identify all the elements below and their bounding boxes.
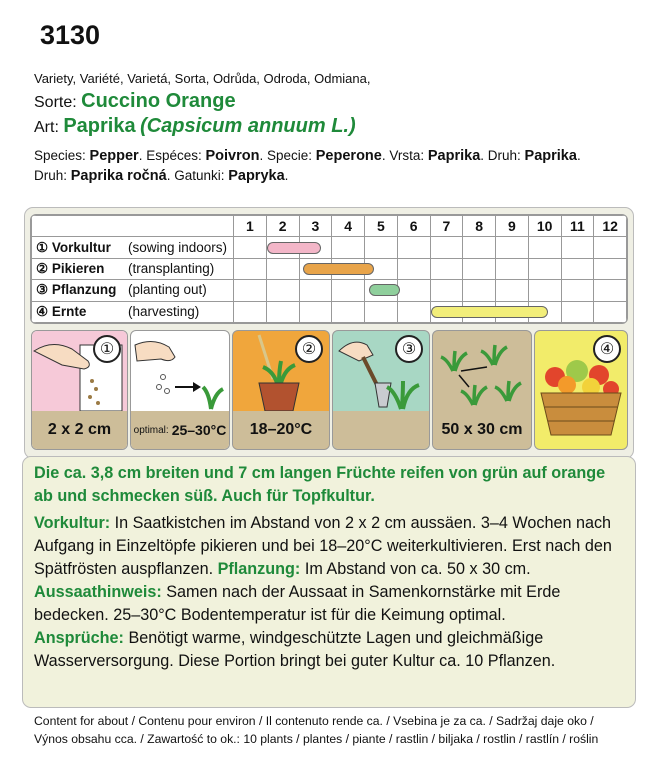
calendar-cell	[397, 258, 430, 279]
ansprueche-label: Ansprüche:	[34, 629, 124, 647]
calendar-cell	[561, 301, 594, 322]
month-8: 8	[463, 216, 496, 237]
description-text	[34, 462, 625, 673]
calendar-cell	[365, 301, 398, 322]
species-text: . Specie:	[259, 148, 316, 163]
footer-line-1: Content for about / Contenu pour environ / Il contenuto rende ca. / Vsebina je za ca. / Sadržaj daje oko /	[34, 714, 594, 728]
species-sl: Paprika	[427, 148, 481, 164]
tile-sowing	[31, 330, 128, 450]
species-list	[34, 146, 581, 186]
species-text: .	[576, 148, 581, 163]
calendar-cell	[463, 237, 496, 258]
calendar-cell	[234, 280, 267, 301]
calendar-cell	[594, 258, 627, 279]
calendar-cell	[397, 280, 430, 301]
calendar-row	[32, 237, 627, 258]
calendar-cell	[594, 280, 627, 301]
calendar-corner	[32, 216, 234, 237]
activity-name: ④ Ernte	[36, 303, 87, 319]
tile-planting	[332, 330, 430, 450]
species-text: . Druh:	[480, 148, 525, 163]
description-body	[34, 512, 625, 673]
period-bar	[369, 284, 401, 296]
art-row	[34, 115, 356, 138]
month-5: 5	[365, 216, 398, 237]
period-bar	[267, 242, 322, 254]
activity-name: ③ Pflanzung	[36, 282, 117, 298]
species-text: Species:	[34, 148, 90, 163]
step-number-4: ④	[593, 335, 621, 363]
step-number-2: ②	[295, 335, 323, 363]
vorkultur-text: In Saatkistchen im Abstand von 2 x 2 cm aussäen. 3–4 Wochen nach Aufgang in Einzeltöpfe pikieren und bei 18–20°C weiterkultivieren. Erst nach den Spätfrösten auspflanzen.	[34, 514, 612, 578]
species-en: Pepper	[89, 148, 139, 164]
vorkultur-label: Vorkultur:	[34, 514, 111, 532]
optimal-prefix: optimal:	[133, 424, 169, 436]
pflanzung-text: Im Abstand von ca. 50 x 30 cm.	[300, 560, 531, 578]
calendar-cell	[397, 301, 430, 322]
species-sk: Paprika ročná	[70, 168, 167, 184]
calendar-row	[32, 258, 627, 279]
activity-name: ① Vorkultur	[36, 239, 111, 255]
description-intro: Die ca. 3,8 cm breiten und 7 cm langen Früchte reifen von grün auf orange ab und schmecken süß. Auch für Topfkultur.	[34, 464, 606, 505]
species-it: Peperone	[315, 148, 382, 164]
calendar-cell	[234, 237, 267, 258]
calendar-cell	[266, 301, 299, 322]
art-latin: (Capsicum annuum L.)	[140, 115, 356, 137]
month-2: 2	[266, 216, 299, 237]
month-4: 4	[332, 216, 365, 237]
period-bar	[431, 306, 548, 318]
calendar-cell	[528, 237, 561, 258]
species-text: . Gatunki:	[166, 168, 229, 183]
calendar-table	[31, 215, 627, 323]
species-text: . Vrsta:	[381, 148, 428, 163]
calendar-cell	[299, 301, 332, 322]
calendar-cell	[594, 301, 627, 322]
plant-spacing-icon	[433, 331, 531, 411]
calendar-cell	[496, 280, 529, 301]
calendar-row	[32, 280, 627, 301]
calendar-row-label	[32, 280, 234, 301]
activity-translation: (planting out)	[128, 282, 207, 298]
species-text: .	[284, 168, 289, 183]
tile-germination	[130, 330, 230, 450]
month-6: 6	[397, 216, 430, 237]
activity-name: ② Pikieren	[36, 260, 105, 276]
calendar-row-label	[32, 258, 234, 279]
calendar-header-row	[32, 216, 627, 237]
footer-line-2: Výnos obsahu cca. / Zawartość to ok.: 10 plants / plantes / piante / rastlin / biljaka / rostlin / rastlín / roślin	[34, 732, 599, 746]
tile-sowing-label: 2 x 2 cm	[32, 411, 127, 449]
sorte-label: Sorte:	[34, 94, 77, 111]
art-label: Art:	[34, 119, 59, 136]
description-panel	[22, 456, 636, 708]
tile-spacing-label: 50 x 30 cm	[433, 411, 531, 449]
ansprueche-text: Benötigt warme, windgeschützte Lagen und gleichmäßige Wasserversorgung. Diese Portion bringt bei guter Kultur ca. 10 Pflanzen.	[34, 629, 556, 670]
calendar-cell	[397, 237, 430, 258]
species-text: Druh:	[34, 168, 71, 183]
species-pl: Papryka	[228, 168, 285, 184]
calendar-cell	[463, 280, 496, 301]
calendar-cell	[430, 258, 463, 279]
seed-germination-icon	[131, 331, 229, 411]
activity-translation: (harvesting)	[128, 303, 200, 319]
step-number-3: ③	[395, 335, 423, 363]
tile-spacing	[432, 330, 532, 450]
sorte-value: Cuccino Orange	[81, 90, 236, 112]
activity-translation: (transplanting)	[128, 260, 215, 276]
calendar-cell	[332, 301, 365, 322]
product-code: 3130	[40, 20, 101, 50]
period-bar	[303, 263, 374, 275]
calendar-cell	[496, 258, 529, 279]
sorte-row	[34, 90, 236, 113]
species-fr: Poivron	[205, 148, 260, 164]
calendar-row-label	[32, 237, 234, 258]
calendar-cell	[561, 280, 594, 301]
calendar-cell	[496, 237, 529, 258]
calendar-cell	[528, 258, 561, 279]
month-7: 7	[430, 216, 463, 237]
calendar-cell	[561, 237, 594, 258]
month-3: 3	[299, 216, 332, 237]
calendar-cell	[332, 280, 365, 301]
calendar-cell	[561, 258, 594, 279]
sowing-calendar	[30, 214, 628, 324]
activity-translation: (sowing indoors)	[128, 239, 228, 255]
germination-temp: 25–30°C	[171, 422, 227, 438]
aussaathinweis-text: Samen nach der Aussaat in Samenkornstärke mit Erde bedecken. 25–30°C Bodentemperatur ist für die Keimung optimal.	[34, 583, 561, 624]
month-11: 11	[561, 216, 594, 237]
tile-germination-label	[131, 411, 229, 449]
calendar-row	[32, 301, 627, 322]
calendar-cell	[594, 237, 627, 258]
calendar-cell	[430, 280, 463, 301]
calendar-row-label	[32, 301, 234, 322]
species-text: . Espéces:	[138, 148, 206, 163]
calendar-cell	[266, 280, 299, 301]
aussaathinweis-label: Aussaathinweis:	[34, 583, 162, 601]
calendar-cell	[528, 280, 561, 301]
calendar-cell	[430, 237, 463, 258]
tile-potting-label: 18–20°C	[233, 411, 329, 449]
month-10: 10	[528, 216, 561, 237]
step-number-1: ①	[93, 335, 121, 363]
month-1: 1	[234, 216, 267, 237]
month-12: 12	[594, 216, 627, 237]
variety-line: Variety, Variété, Varietá, Sorta, Odrůda, Odroda, Odmiana,	[34, 71, 371, 86]
month-9: 9	[496, 216, 529, 237]
tile-harvest	[534, 330, 628, 450]
calendar-cell	[365, 237, 398, 258]
tile-potting	[232, 330, 330, 450]
pflanzung-label: Pflanzung:	[217, 560, 301, 578]
calendar-cell	[299, 280, 332, 301]
calendar-cell	[266, 258, 299, 279]
species-cz: Paprika	[524, 148, 577, 164]
content-footer	[34, 712, 598, 748]
calendar-cell	[234, 301, 267, 322]
tile-planting-soil	[333, 411, 429, 449]
art-value: Paprika	[63, 115, 136, 137]
calendar-cell	[332, 237, 365, 258]
calendar-cell	[463, 258, 496, 279]
calendar-cell	[234, 258, 267, 279]
